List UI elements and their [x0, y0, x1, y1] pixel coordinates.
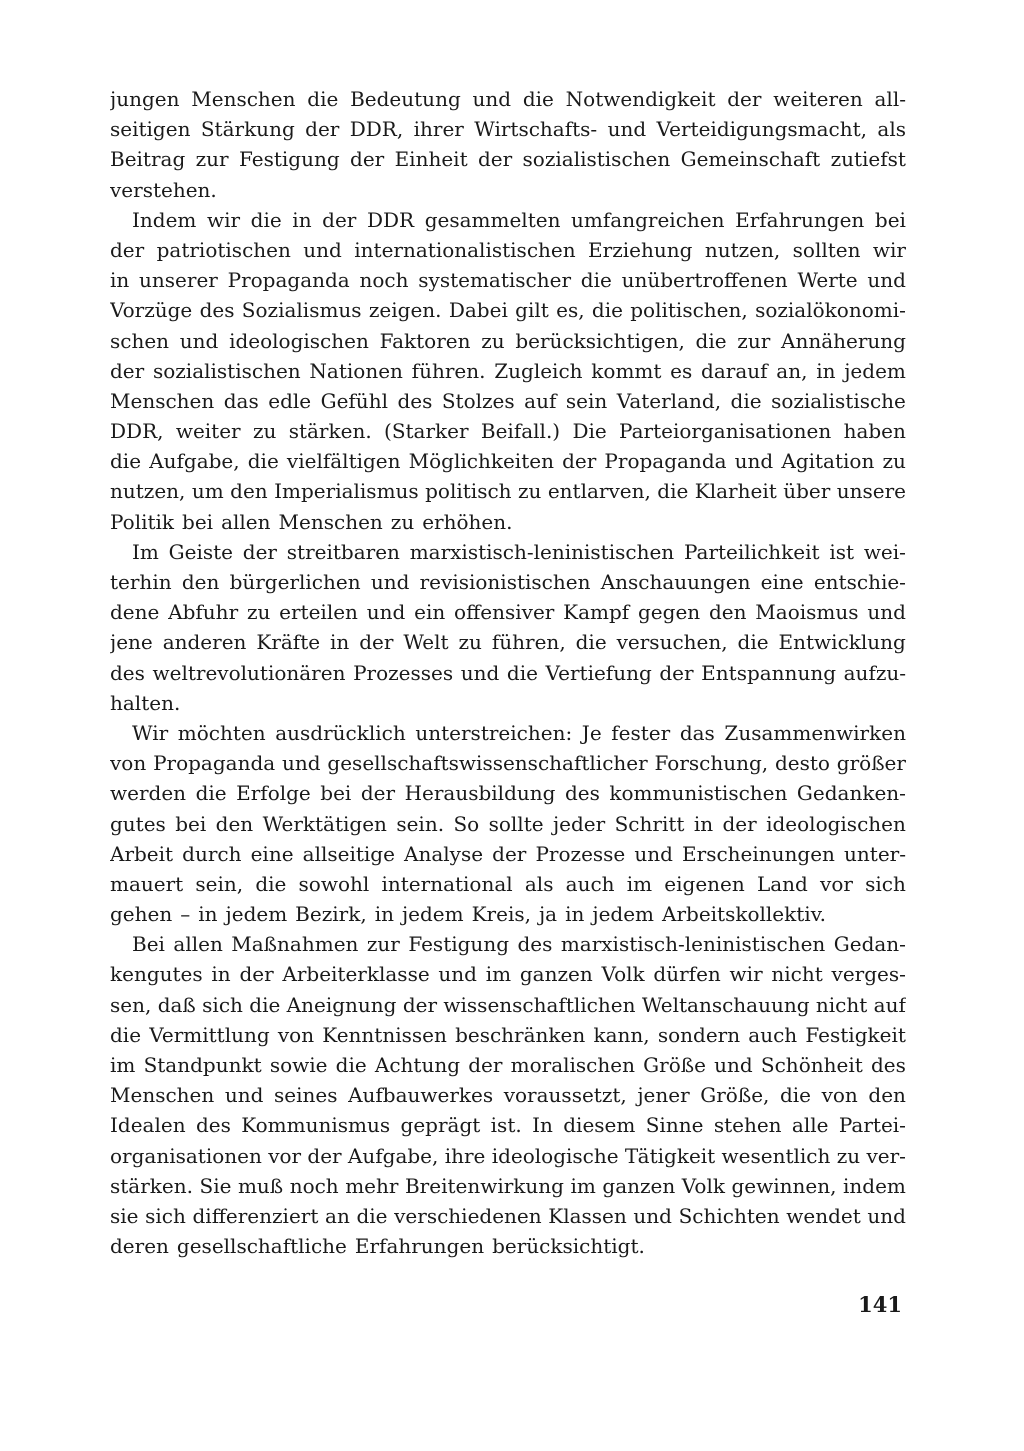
text-line: sen, daß sich die Aneignung der wissenschaftlichen Weltanschauung nicht auf	[110, 992, 906, 1017]
text-line: Arbeit durch eine allseitige Analyse der Prozesse und Erscheinungen unter-	[110, 841, 906, 866]
text-line: Politik bei allen Menschen zu erhöhen.	[110, 509, 513, 534]
body-text	[110, 84, 906, 1261]
paragraph	[110, 718, 906, 929]
paragraph	[110, 205, 906, 537]
text-line: dene Abfuhr zu erteilen und ein offensiver Kampf gegen den Maoismus und	[110, 600, 906, 625]
text-line: stärken. Sie muß noch mehr Breitenwirkung im ganzen Volk gewinnen, indem	[110, 1173, 906, 1198]
text-line: verstehen.	[110, 177, 217, 202]
text-line: Bei allen Maßnahmen zur Festigung des marxistisch-leninistischen Gedan-	[132, 932, 906, 957]
text-line: von Propaganda und gesellschaftswissenschaftlicher Forschung, desto größer	[110, 751, 906, 776]
text-line: organisationen vor der Aufgabe, ihre ideologische Tätigkeit wesentlich zu ver-	[110, 1143, 906, 1168]
text-line: Menschen das edle Gefühl des Stolzes auf sein Vaterland, die sozialistische	[110, 388, 906, 413]
text-line: im Standpunkt sowie die Achtung der moralischen Größe und Schönheit des	[110, 1053, 906, 1077]
text-line: Idealen des Kommunismus geprägt ist. In diesem Sinne stehen alle Partei-	[110, 1113, 906, 1138]
text-line: Im Geiste der streitbaren marxistisch-leninistischen Parteilichkeit ist wei-	[132, 539, 906, 564]
text-line: gutes bei den Werktätigen sein. So sollte jeder Schritt in der ideologischen	[110, 811, 906, 836]
text-line: sie sich differenziert an die verschiedenen Klassen und Schichten wendet und	[110, 1203, 906, 1228]
text-line: jene anderen Kräfte in der Welt zu führen, die versuchen, die Entwicklung	[110, 630, 906, 655]
paragraph	[110, 929, 906, 1261]
text-line: DDR, weiter zu stärken. (Starker Beifall.) Die Parteiorganisationen haben	[110, 419, 906, 444]
text-line: seitigen Stärkung der DDR, ihrer Wirtschafts- und Verteidigungsmacht, als	[110, 117, 906, 142]
paragraph	[110, 537, 906, 718]
text-line: gehen – in jedem Bezirk, in jedem Kreis, ja in jedem Arbeitskollektiv.	[110, 902, 826, 927]
text-line: die Aufgabe, die vielfältigen Möglichkeiten der Propaganda und Agitation zu	[110, 449, 906, 474]
text-line: jungen Menschen die Bedeutung und die Notwendigkeit der weiteren all-	[110, 87, 906, 111]
text-line: deren gesellschaftliche Erfahrungen berücksichtigt.	[110, 1234, 645, 1259]
text-line: schen und ideologischen Faktoren zu berücksichtigen, die zur Annäherung	[110, 328, 906, 353]
text-line: mauert sein, die sowohl international als auch im eigenen Land vor sich	[110, 871, 906, 896]
text-line: Menschen und seines Aufbauwerkes voraussetzt, jener Größe, die von den	[110, 1083, 906, 1108]
text-line: in unserer Propaganda noch systematischer die unübertroffenen Werte und	[110, 268, 906, 293]
text-line: die Vermittlung von Kenntnissen beschränken kann, sondern auch Festigkeit	[110, 1022, 906, 1047]
text-line: werden die Erfolge bei der Herausbildung des kommunistischen Gedanken-	[110, 781, 906, 806]
paragraph	[110, 84, 906, 205]
text-line: der sozialistischen Nationen führen. Zugleich kommt es darauf an, in jedem	[110, 358, 906, 383]
text-line: terhin den bürgerlichen und revisionistischen Anschauungen eine entschie-	[110, 570, 906, 594]
text-line: Indem wir die in der DDR gesammelten umfangreichen Erfahrungen bei	[132, 207, 906, 232]
text-line: des weltrevolutionären Prozesses und die Vertiefung der Entspannung aufzu-	[110, 660, 906, 685]
text-line: der patriotischen und internationalistischen Erziehung nutzen, sollten wir	[110, 237, 906, 262]
page-number: 141	[858, 1292, 902, 1317]
text-line: Wir möchten ausdrücklich unterstreichen: Je fester das Zusammenwirken	[132, 720, 906, 745]
text-line: halten.	[110, 690, 181, 715]
text-line: kengutes in der Arbeiterklasse und im ganzen Volk dürfen wir nicht verges-	[110, 962, 906, 987]
text-line: nutzen, um den Imperialismus politisch zu entlarven, die Klarheit über unsere	[110, 479, 906, 504]
text-line: Beitrag zur Festigung der Einheit der sozialistischen Gemeinschaft zutiefst	[110, 147, 906, 172]
text-line: Vorzüge des Sozialismus zeigen. Dabei gilt es, die politischen, sozialökonomi-	[110, 298, 906, 323]
